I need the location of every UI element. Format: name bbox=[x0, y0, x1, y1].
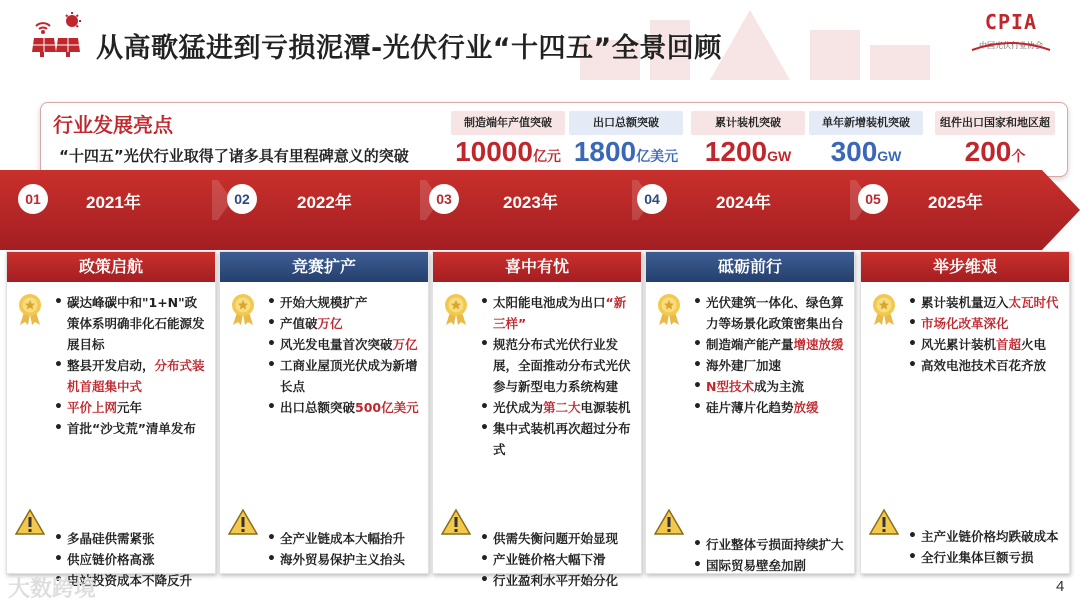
cpia-logo-text: CPIA bbox=[984, 10, 1038, 34]
achievement-item: • 风光累计装机首超火电 bbox=[907, 334, 1063, 355]
year-card-2024 bbox=[645, 251, 855, 574]
achievement-item: • 硅片薄片化趋势放缓 bbox=[692, 397, 848, 418]
challenge-item: • 产业链价格大幅下滑 bbox=[479, 549, 637, 570]
timeline-step-number: 01 bbox=[18, 184, 48, 214]
achievement-item: • 光伏建筑一体化、绿色算力等场景化政策密集出台 bbox=[692, 292, 848, 334]
metric-label: 组件出口国家和地区超 bbox=[935, 111, 1055, 135]
cpia-logo-arc-icon bbox=[968, 40, 1054, 54]
achievement-item: • N型技术成为主流 bbox=[692, 376, 848, 397]
page-title: 从高歌猛进到亏损泥潭-光伏行业“十四五”全景回顾 bbox=[96, 33, 722, 64]
warning-icon bbox=[15, 508, 45, 536]
metric-value: 200 bbox=[964, 136, 1012, 167]
highlights-panel bbox=[40, 102, 1068, 177]
achievement-item: • 制造端产能产量增速放缓 bbox=[692, 334, 848, 355]
timeline-step-number: 04 bbox=[637, 184, 667, 214]
highlights-title: 行业发展亮点 bbox=[53, 113, 173, 137]
challenge-item: • 全产业链成本大幅抬升 bbox=[266, 528, 424, 549]
achievement-item: • 首批“沙戈荒”清单发布 bbox=[53, 418, 209, 439]
medal-icon bbox=[654, 292, 684, 326]
challenge-item: • 供需失衡问题开始显现 bbox=[479, 528, 637, 549]
medal-icon bbox=[15, 292, 45, 326]
timeline-step-number: 03 bbox=[429, 184, 459, 214]
challenge-item: • 电站投资成本不降反升 bbox=[53, 570, 211, 591]
metric-unit: 亿元 bbox=[532, 148, 561, 164]
timeline-year: 2024年 bbox=[716, 193, 771, 212]
card-title: 砥砺前行 bbox=[646, 252, 854, 282]
achievement-item: • 整县开发启动，分布式装机首超集中式 bbox=[53, 355, 209, 397]
challenge-item: • 国际贸易壁垒加剧 bbox=[692, 555, 850, 576]
cpia-org-name: 中国光伏行业协会 bbox=[979, 41, 1043, 50]
metric-unit: 亿美元 bbox=[636, 148, 679, 164]
year-card-2022 bbox=[219, 251, 429, 574]
achievement-item: • 工商业屋顶光伏成为新增长点 bbox=[266, 355, 422, 397]
achievement-item: • 光伏成为第二大电源装机 bbox=[479, 397, 635, 418]
warning-icon bbox=[228, 508, 258, 536]
achievement-item: • 海外建厂加速 bbox=[692, 355, 848, 376]
achievement-item: • 太阳能电池成为出口“新三样” bbox=[479, 292, 635, 334]
card-title: 喜中有忧 bbox=[433, 252, 641, 282]
warning-icon bbox=[441, 508, 471, 536]
challenge-item: • 行业整体亏损面持续扩大 bbox=[692, 534, 850, 555]
metric-label: 制造端年产值突破 bbox=[451, 111, 565, 135]
watermark: 大数跨境 bbox=[8, 577, 97, 602]
metric-output-value bbox=[451, 111, 565, 171]
timeline-year: 2025年 bbox=[928, 193, 983, 212]
card-title: 举步维艰 bbox=[861, 252, 1069, 282]
page-number: 4 bbox=[1056, 578, 1065, 595]
year-card-2021 bbox=[6, 251, 216, 588]
metric-unit: GW bbox=[767, 148, 792, 164]
warning-icon bbox=[654, 508, 684, 536]
card-title: 竞赛扩产 bbox=[220, 252, 428, 282]
metric-value: 1200 bbox=[704, 136, 768, 167]
metric-label: 出口总额突破 bbox=[569, 111, 683, 135]
metric-cumulative-capacity bbox=[691, 111, 805, 171]
year-card-2023 bbox=[432, 251, 642, 588]
cpia-logo bbox=[968, 10, 1054, 66]
metric-export-total bbox=[569, 111, 683, 171]
challenge-item: • 主产业链价格均跌破成本 bbox=[907, 526, 1065, 547]
highlights-subtitle: “十四五”光伏行业取得了诸多具有里程碑意义的突破 bbox=[59, 147, 409, 165]
metric-annual-new-capacity bbox=[809, 111, 923, 171]
metric-value: 300 bbox=[830, 136, 878, 167]
achievement-item: • 产值破万亿 bbox=[266, 313, 422, 334]
medal-icon bbox=[441, 292, 471, 326]
card-title: 政策启航 bbox=[7, 252, 215, 282]
timeline-year: 2022年 bbox=[297, 193, 352, 212]
metric-unit: GW bbox=[877, 148, 902, 164]
achievement-item: • 平价上网元年 bbox=[53, 397, 209, 418]
metric-value: 10000 bbox=[455, 136, 533, 167]
achievement-item: • 规范分布式光伏行业发展，全面推动分布式光伏参与新型电力系统构建 bbox=[479, 334, 635, 397]
achievement-item: • 碳达峰碳中和"1+N"政策体系明确非化石能源发展目标 bbox=[53, 292, 209, 355]
achievement-item: • 集中式装机再次超过分布式 bbox=[479, 418, 635, 460]
solar-panel-logo-icon bbox=[30, 12, 84, 58]
medal-icon bbox=[228, 292, 258, 326]
challenge-item: • 海外贸易保护主义抬头 bbox=[266, 549, 424, 570]
achievement-item: • 风光发电量首次突破万亿 bbox=[266, 334, 422, 355]
timeline-year: 2021年 bbox=[86, 193, 141, 212]
challenge-item: • 供应链价格高涨 bbox=[53, 549, 211, 570]
achievement-item: • 高效电池技术百花齐放 bbox=[907, 355, 1063, 376]
year-card-2025 bbox=[860, 251, 1070, 574]
timeline-step-number: 05 bbox=[858, 184, 888, 214]
timeline-year: 2023年 bbox=[503, 193, 558, 212]
metric-export-countries bbox=[935, 111, 1055, 171]
achievement-item: • 市场化改革深化 bbox=[907, 313, 1063, 334]
warning-icon bbox=[869, 508, 899, 536]
challenge-item: • 多晶硅供需紧张 bbox=[53, 528, 211, 549]
achievement-item: • 出口总额突破500亿美元 bbox=[266, 397, 422, 418]
timeline-step-number: 02 bbox=[227, 184, 257, 214]
challenge-item: • 行业盈利水平开始分化 bbox=[479, 570, 637, 591]
metric-label: 累计装机突破 bbox=[691, 111, 805, 135]
medal-icon bbox=[869, 292, 899, 326]
challenge-item: • 全行业集体巨额亏损 bbox=[907, 547, 1065, 568]
achievement-item: • 开始大规模扩产 bbox=[266, 292, 422, 313]
metric-value: 1800 bbox=[573, 136, 637, 167]
achievement-item: • 累计装机量迈入太瓦时代 bbox=[907, 292, 1063, 313]
metric-unit: 个 bbox=[1011, 148, 1026, 164]
metric-label: 单年新增装机突破 bbox=[809, 111, 923, 135]
